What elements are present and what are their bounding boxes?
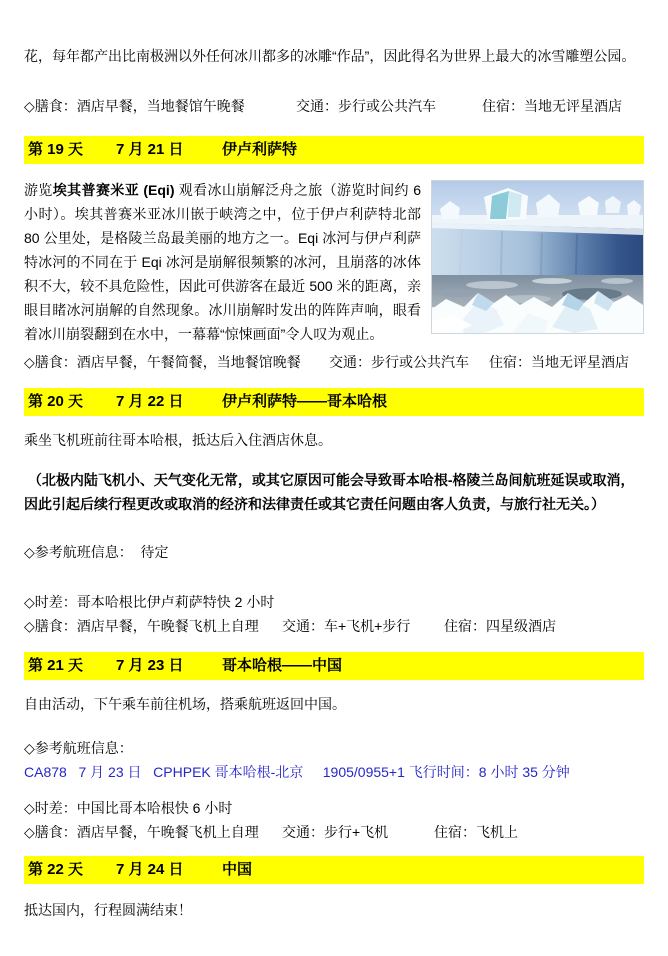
paragraph-prefix: 游览: [24, 182, 53, 198]
day-21-body: 自由活动，下午乘车前往机场，搭乘航班返回中国。: [24, 696, 346, 712]
day-22-header: [24, 856, 644, 884]
transport-info: 交通：步行+飞机: [282, 824, 389, 840]
day-21-flight-detail: CA878 7 月 23 日 CPHPEK 哥本哈根-北京 1905/0955+1 飞行时间：8 小时 35 分钟: [24, 764, 570, 780]
day-21-flight-ref-label: ◇参考航班信息：: [24, 740, 133, 756]
route-label: 伊卢利萨特: [222, 141, 298, 158]
day-20-header: [24, 388, 644, 416]
day-21-header: [24, 652, 644, 680]
info-row-day-21: [24, 820, 644, 844]
route-label: 中国: [222, 861, 253, 878]
lodging-info: 住宿：飞机上: [434, 824, 518, 840]
day-20-body: 乘坐飞机班前往哥本哈根，抵达后入住酒店休息。: [24, 432, 332, 448]
lodging-info: 住宿：当地无评星酒店: [489, 354, 629, 370]
day-19-content: [24, 178, 644, 346]
meals-info: ◇膳食：酒店早餐，午晚餐飞机上自理: [24, 618, 259, 634]
glacier-calving-photo: [431, 180, 644, 334]
paragraph-bold-eqi: 埃其普赛米亚 (Eqi): [52, 182, 175, 198]
info-row-intro: [24, 94, 644, 118]
day-22-body: 抵达国内，行程圆满结束！: [24, 902, 192, 918]
transport-info: 交通：步行或公共汽车: [329, 354, 469, 370]
day-20-flight-ref: ◇参考航班信息： 待定: [24, 544, 169, 560]
route-label: 哥本哈根——中国: [222, 657, 343, 674]
info-row-day-19: [24, 350, 644, 374]
day-19-header: [24, 136, 644, 164]
continuation-paragraph: 花，每年都产出比南极洲以外任何冰川都多的冰雕“作品”，因此得名为世界上最大的冰雪雕塑公园。: [24, 48, 636, 64]
day-20-time-diff: ◇时差：哥本哈根比伊卢莉萨特快 2 小时: [24, 594, 275, 610]
day-label: 第 20 天: [28, 393, 84, 410]
glacier-photo-art: [432, 181, 643, 333]
day-label: 第 19 天: [28, 141, 84, 158]
meals-info: ◇膳食：酒店早餐，午餐简餐，当地餐馆晚餐: [24, 354, 301, 370]
date-label: 7 月 22 日: [116, 393, 184, 410]
flight-delay-notice: （北极内陆飞机小、天气变化无常，或其它原因可能会导致哥本哈根-格陵兰岛间航班延误或取消，因此引起后续行程更改或取消的经济和法律责任或其它责任问题由客人负责，与旅行社无关。）: [24, 472, 635, 512]
date-label: 7 月 24 日: [116, 861, 184, 878]
info-row-day-20: [24, 614, 644, 638]
lodging-info: 住宿：当地无评星酒店: [482, 98, 622, 114]
lodging-info: 住宿：四星级酒店: [444, 618, 556, 634]
date-label: 7 月 23 日: [116, 657, 184, 674]
day-label: 第 21 天: [28, 657, 84, 674]
day-21-time-diff: ◇时差：中国比哥本哈根快 6 小时: [24, 800, 233, 816]
transport-info: 交通：步行或公共汽车: [296, 98, 436, 114]
route-label: 伊卢利萨特——哥本哈根: [222, 393, 388, 410]
date-label: 7 月 21 日: [116, 141, 184, 158]
meals-info: ◇膳食：酒店早餐，当地餐馆午晚餐: [24, 98, 245, 114]
day-label: 第 22 天: [28, 861, 84, 878]
transport-info: 交通：车+飞机+步行: [282, 618, 411, 634]
paragraph-rest: 观看冰山崩解泛舟之旅（游览时间约 6 小时）。埃其普赛米亚冰川嵌于峡湾之中，位于伊卢利萨特北部 80 公里处，是格陵兰岛最美丽的地方之一。Eqi 冰河与伊卢利萨特冰河的不同在于 Eqi 冰河是崩解很频繁的冰河，且崩落的冰体积不大，较不具危险性，因此可供游客在最近 500 米的距离，亲眼目睹冰河崩解的自然现象。冰川崩解时发出的阵阵声响，眼看着冰川崩裂翻到在水中，一幕幕“惊悚画面”令人叹为观止。: [24, 182, 421, 342]
meals-info: ◇膳食：酒店早餐，午晚餐飞机上自理: [24, 824, 259, 840]
